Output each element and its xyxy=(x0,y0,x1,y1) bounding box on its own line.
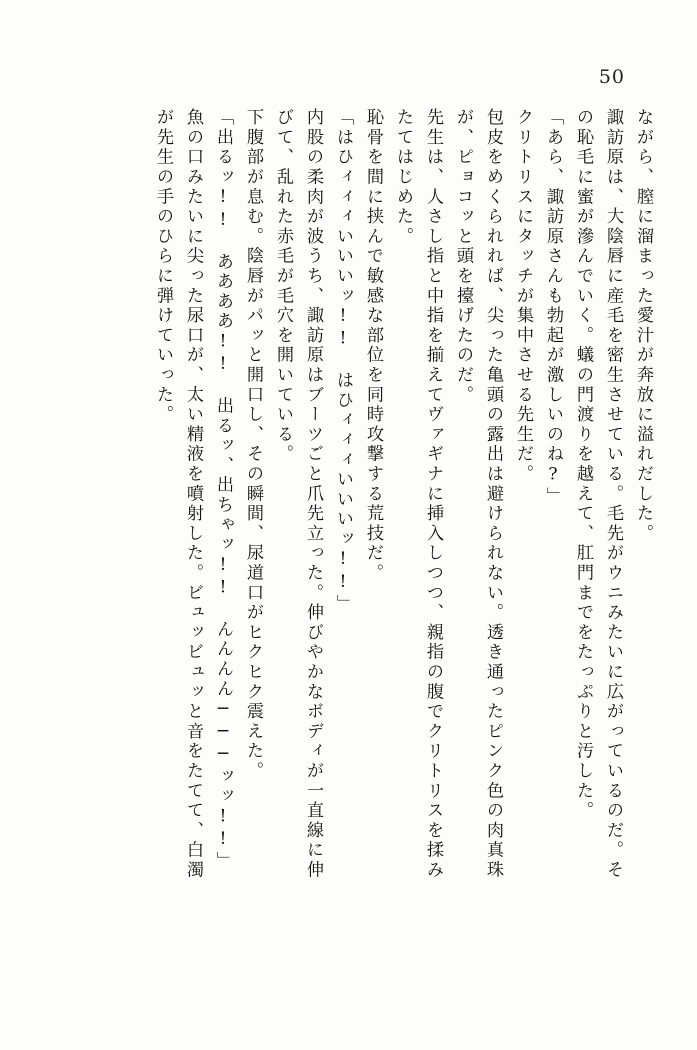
text-line: 魚の口みたいに尖った尿口が、太い精液を噴射した。ビュッビュッと音をたてて、白濁 xyxy=(183,108,203,881)
text-line: びて、乱れた赤毛が毛穴を開いている。 xyxy=(273,108,293,465)
text-line: 下腹部が息む。陰唇がパッと開口し、その瞬間、尿道口がヒクヒク震えた。 xyxy=(243,108,263,782)
vertical-text-body xyxy=(48,108,651,1012)
text-line: が、ピョコッと頭を擡げたのだ。 xyxy=(453,108,473,405)
text-line: 内股の柔肉が波うち、諏訪原はブーツごと爪先立った。伸びやかなボディが一直線に伸 xyxy=(303,108,323,881)
text-line: 「あら、諏訪原さんも勃起が激しいのね?」 xyxy=(543,108,563,507)
text-line: 諏訪原は、大陰唇に産毛を密生させている。毛先がウニみたいに広がっているのだ。そ xyxy=(603,108,623,881)
text-line: の恥毛に蜜が滲んでいく。蟻の門渡りを越えて、肛門までをたっぷりと汚した。 xyxy=(573,108,593,821)
text-line: 包皮をめくられれば、尖った亀頭の露出は避けられない。透き通ったピンク色の肉真珠 xyxy=(483,108,503,881)
text-line: 「出るッ!! ああああ!! 出るッ、出ちゃッ!! んんんん───ッッ!!」 xyxy=(213,108,233,872)
text-line: 先生は、人さし指と中指を揃えてヴァギナに挿入しつつ、親指の腹でクリトリスを揉み xyxy=(423,108,443,881)
page-number: 50 xyxy=(598,66,625,88)
text-line: ながら、膣に溜まった愛汁が奔放に溢れだした。 xyxy=(633,108,653,544)
text-line: クリトリスにタッチが集中させる先生だ。 xyxy=(513,108,533,485)
text-line: が先生の手のひらに弾けていった。 xyxy=(153,108,173,425)
text-line: 「はひィィィいいいッ!! はひィィィいいいッ!!」 xyxy=(333,108,353,615)
text-line: たてはじめた。 xyxy=(393,108,413,247)
text-line: 恥骨を間に挟んで敏感な部位を同時攻撃する荒技だ。 xyxy=(363,108,383,584)
